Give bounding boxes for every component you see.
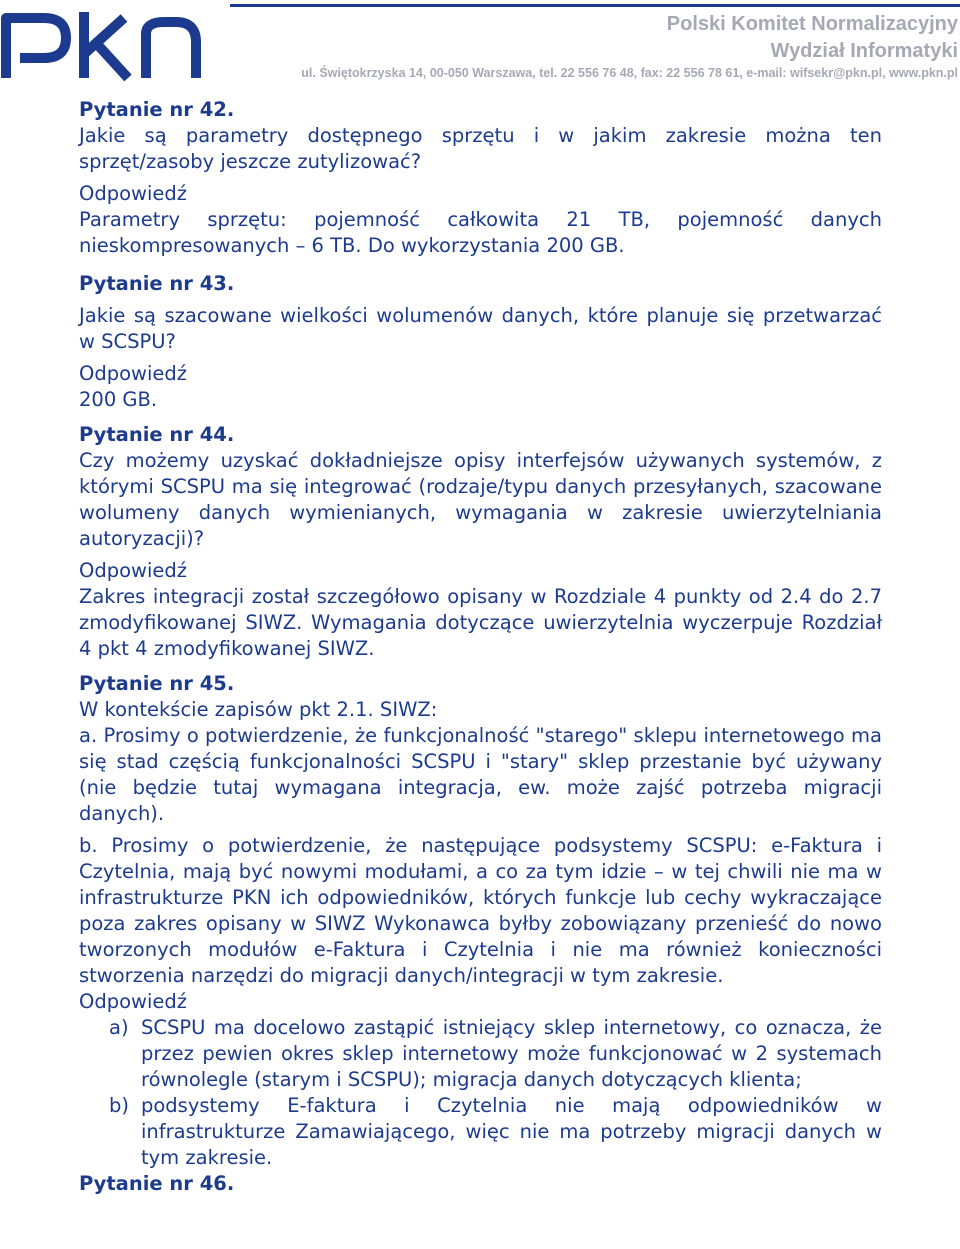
question-title: Pytanie nr 43. [79, 272, 235, 295]
answer-item-marker: b) [109, 1094, 129, 1117]
answer-item-text: SCSPU ma docelowo zastąpić istniejący sklep internetowy, co oznacza, że przez pewien okres sklep internetowy może funkcjonować w 2 systemach równolegle (starym i SCSPU); migracja danych dotyczących klienta; [141, 1016, 882, 1091]
document-body [79, 97, 882, 1197]
question-item-b: b. Prosimy o potwierdzenie, że następujące podsystemy SCSPU: e-Faktura i Czytelnia, mają być nowymi modułami, a co za tym idzie – w tej chwili nie ma w infrastrukturze PKN ich odpowiedników, których funkcje lub cechy wykraczające poza zakres opisany w SIWZ Wykonawca byłby zobowiązany przenieść do nowo tworzonych modułów e-Faktura i Czytelnia i nie ma również konieczności stworzenia narzędzi do migracji danych/integracji w tym zakresie. [79, 834, 882, 987]
question-title: Pytanie nr 42. [79, 98, 235, 121]
answer-text: Zakres integracji został szczegółowo opisany w Rozdziale 4 punkty od 2.4 do 2.7 zmodyfikowanej SIWZ. Wymagania dotyczące uwierzytelnia wyczerpuje Rozdział 4 pkt 4 zmodyfikowanej SIWZ. [79, 585, 882, 660]
question-title: Pytanie nr 45. [79, 672, 235, 695]
header-rule [230, 4, 960, 7]
answer-text: Parametry sprzętu: pojemność całkowita 21 TB, pojemność danych nieskompresowanych – 6 TB. Do wykorzystania 200 GB. [79, 208, 882, 257]
answer-label: Odpowiedź [79, 559, 188, 582]
question-title: Pytanie nr 44. [79, 423, 235, 446]
question-text: Jakie są parametry dostępnego sprzętu i w jakim zakresie można ten sprzęt/zasoby jeszcze zutylizować? [79, 124, 882, 173]
pkn-logo [0, 4, 205, 82]
org-department: Wydział Informatyki [770, 40, 958, 62]
answer-label: Odpowiedź [79, 990, 188, 1013]
question-intro: W kontekście zapisów pkt 2.1. SIWZ: [79, 698, 438, 721]
answer-list [79, 1015, 882, 1171]
letterhead [0, 0, 960, 95]
question-text: Czy możemy uzyskać dokładniejsze opisy interfejsów używanych systemów, z którymi SCSPU ma się integrować (rodzaje/typu danych przesyłanych, szacowane wolumeny danych wymienianych, wymagania w zakresie uwierzytelniania autoryzacji)? [79, 449, 882, 550]
org-address: ul. Świętokrzyska 14, 00-050 Warszawa, tel. 22 556 76 48, fax: 22 556 78 61, e-mail: wifsekr@pkn.pl, www.pkn.pl [301, 66, 958, 80]
answer-item [109, 1015, 882, 1093]
org-name: Polski Komitet Normalizacyjny [666, 13, 958, 35]
answer-label: Odpowiedź [79, 182, 188, 205]
question-item-a: a. Prosimy o potwierdzenie, że funkcjonalność "starego" sklepu internetowego ma się stad częścią funkcjonalności SCSPU i "stary" sklep przestanie być używany (nie będzie tutaj wymagana integracja, ew. może zajść potrzeba migracji danych). [79, 724, 882, 825]
answer-label: Odpowiedź [79, 362, 188, 385]
answer-item-marker: a) [109, 1016, 129, 1039]
answer-text: 200 GB. [79, 388, 158, 411]
answer-item [109, 1093, 882, 1171]
question-title: Pytanie nr 46. [79, 1172, 235, 1195]
question-text: Jakie są szacowane wielkości wolumenów danych, które planuje się przetwarzać w SCSPU? [79, 304, 882, 353]
answer-item-text: podsystemy E-faktura i Czytelnia nie mają odpowiedników w infrastrukturze Zamawiającego, więc nie ma potrzeby migracji danych w tym zakresie. [141, 1094, 882, 1169]
